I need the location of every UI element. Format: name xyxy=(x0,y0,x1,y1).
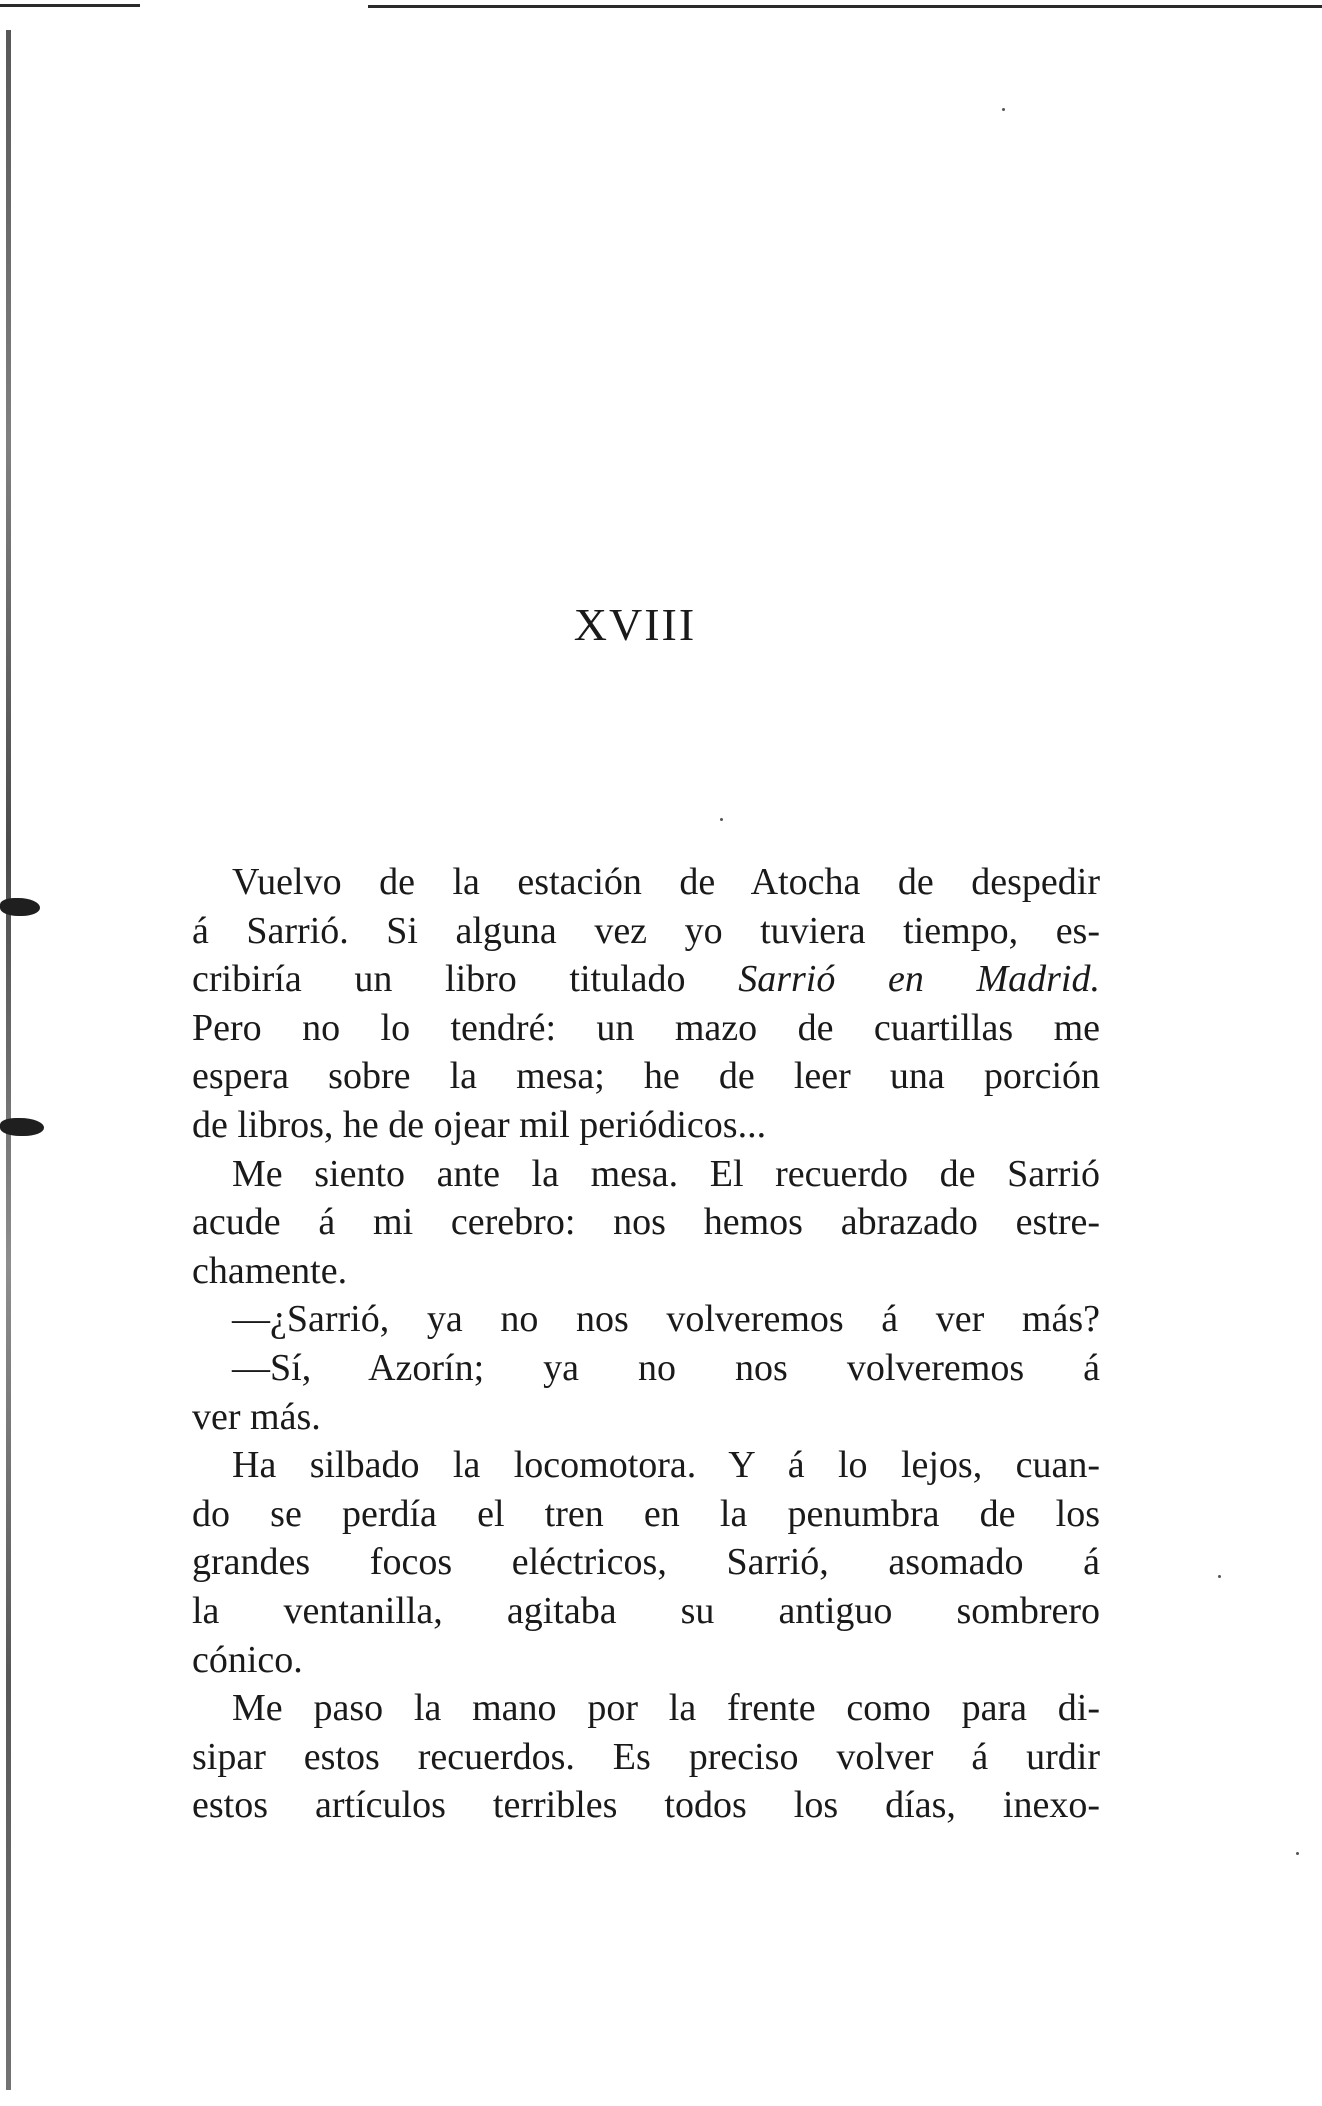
speck xyxy=(1002,108,1005,111)
text-line: chamente. xyxy=(192,1249,348,1292)
top-rule-left xyxy=(0,4,140,7)
text-line: Vuelvo de la estación de Atocha de despedir xyxy=(232,861,1100,903)
text-line: —Sí, Azorín; ya no nos volveremos á xyxy=(232,1346,1100,1389)
top-rule-right xyxy=(368,5,1322,8)
text-line: Ha silbado la locomotora. Y á lo lejos, cuan- xyxy=(232,1444,1100,1487)
text-line: espera sobre la mesa; he de leer una porción xyxy=(192,1055,1100,1098)
text-line: grandes focos eléctricos, Sarrió, asomado á xyxy=(192,1541,1100,1584)
speck xyxy=(720,818,723,821)
text-fragment: cribiría un libro titulado xyxy=(192,958,739,1001)
text-line: ver más. xyxy=(192,1395,321,1438)
text-line: Pero no lo tendré: un mazo de cuartillas me xyxy=(192,1006,1100,1049)
body-text xyxy=(192,858,1100,1830)
text-line: sipar estos recuerdos. Es preciso volver á urdir xyxy=(192,1735,1100,1778)
text-line: de libros, he de ojear mil periódicos... xyxy=(192,1103,767,1146)
chapter-heading: XVIII xyxy=(573,599,697,650)
text-line: estos artículos terribles todos los días, inexo- xyxy=(192,1784,1100,1827)
text-line: la ventanilla, agitaba su antiguo sombrero xyxy=(192,1589,1100,1632)
text-line: Me paso la mano por la frente como para di- xyxy=(232,1687,1100,1730)
text-line: do se perdía el tren en la penumbra de los xyxy=(192,1492,1100,1535)
text-line: á Sarrió. Si alguna vez yo tuviera tiempo, es- xyxy=(192,909,1100,952)
book-title-italic: Sarrió en Madrid. xyxy=(738,958,1100,1001)
text-line: acude á mi cerebro: nos hemos abrazado estre- xyxy=(192,1201,1100,1244)
text-line xyxy=(192,955,1100,1004)
speck xyxy=(1296,1852,1299,1855)
text-line: —¿Sarrió, ya no nos volveremos á ver más? xyxy=(232,1298,1100,1341)
binding-mark-upper xyxy=(0,898,40,916)
binding-gutter-edge xyxy=(6,30,11,2090)
text-line: Me siento ante la mesa. El recuerdo de Sarrió xyxy=(232,1152,1100,1195)
text-line: cónico. xyxy=(192,1638,303,1681)
binding-mark-lower xyxy=(0,1118,44,1136)
speck xyxy=(1218,1575,1221,1578)
